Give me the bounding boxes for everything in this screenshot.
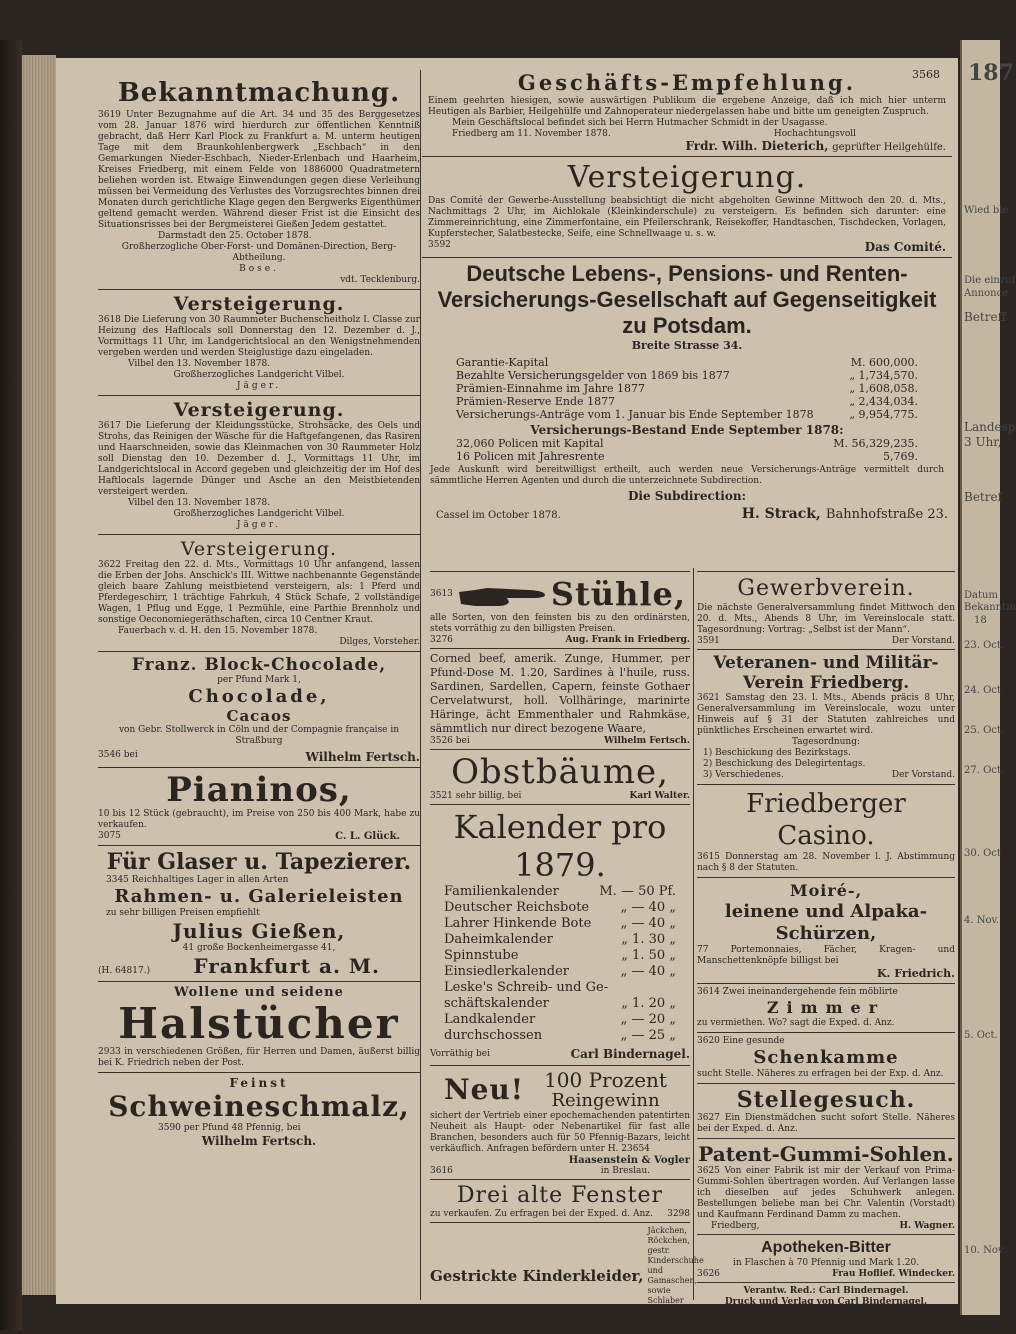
ad-glaser [98,849,420,978]
divider [430,1179,690,1180]
ad-versicherung [422,261,952,522]
kalender-name: schäftskalender [444,996,549,1011]
ad-line: 3614 Zwei ineinandergehende fein möblirte [697,987,898,997]
insurance-value: „ 9,954,775. [849,408,918,421]
divider [697,1032,955,1033]
table-row [444,964,676,980]
kalender-name: Leske's Schreib- und Ge- [444,980,609,995]
ad-signature: Frau Hoflief. Windecker. [832,1269,955,1279]
insurance-value: 5,769. [883,450,918,463]
ad-title: Versteigerung. [180,538,338,560]
table-row [456,395,918,408]
pointing-hand-icon [457,584,549,610]
divider [697,571,955,572]
right-page-text: Datum [964,590,998,601]
ad-title: Geschäfts-Empfehlung. [517,70,857,95]
ad-body: Die nächste Generalversammlung findet Mittwoch den 20. d. Mts., Abends 8 Uhr, im Vereinslocale statt. Tagesordnung: Vortrag: „Selbst ist der Mann“. [697,603,955,635]
ad-bekanntmachung [98,78,420,286]
kalender-price: „ — 40 „ [620,964,676,979]
ad-line: Friedberg, [711,1221,760,1231]
imprint-editor: Verantw. Red.: Carl Bindernagel. [743,1286,909,1296]
ad-title: Neu! [444,1073,525,1106]
right-page-text: 30. Oct [964,848,1001,859]
kalender-price: M. — 50 Pf. [599,884,676,899]
table-row [444,916,676,932]
right-facing-page [960,40,1016,1315]
ad-body: Einem geehrten hiesigen, sowie auswärtigen Publikum die ergebene Anzeige, daß ich mich hier unterm Heutigen als Barbier, Heilgehülfe und Zahnoperateur niedergelassen habe und bitte um geneigten Zuspruch. [428,96,946,117]
insurance-value: M. 600,000. [850,356,918,369]
ad-stuehle [430,575,690,645]
ad-greeting: Hochachtungsvoll [773,129,856,139]
ad-line: per Pfund Mark 1, [217,675,301,685]
divider [98,395,420,396]
subcolumn-b [697,568,955,1308]
insurance-value: M. 56,329,235. [833,437,918,450]
ad-title: Franz. Block-Chocolade, [131,655,387,675]
left-column [98,78,420,1148]
divider [98,651,420,652]
kalender-price: „ — 20 „ [620,1012,676,1027]
kalender-name: Landkalender [444,1012,536,1027]
ad-date: Vilbel den 13. November 1878. [128,498,271,508]
ad-halstuecher [98,985,420,1069]
ad-title: leinene und Alpaka-Schürzen, [724,901,928,944]
ad-title: Bekanntmachung. [117,78,401,108]
ad-number: 3546 bei [98,750,138,760]
ad-line: Wollene und seidene [174,985,344,1000]
ad-signature: Das Comité. [864,240,946,254]
table-row [456,408,918,421]
insurance-label: Bezahlte Versicherungsgelder von 1869 bis 1877 [456,369,730,382]
kalender-name: durchschossen [444,1028,543,1043]
ad-line: Vorräthig bei [430,1049,490,1059]
divider [430,648,690,649]
ad-line: zu sehr billigen Preisen empfiehlt [106,908,260,918]
ad-number: 3626 [697,1269,720,1279]
ad-body: 3619 Unter Bezugnahme auf die Art. 34 und 35 des Berggesetzes vom 28. Januar 1876 wird hierdurch zur öffentlichen Kenntniß gebracht, daß Herr Karl Plock zu Frankfurt a. M. unterm heutigen Tage mit dem Braunkohlenbergwerk „Eschbach“ in den Gemarkungen Nieder-Eschbach, Nieder-Erlenbach und Haarheim, Kreises Friedberg, mit einem Felde von 1886000 Quadratmetern beliehen worden ist. Etwaige Einwendungen gegen diese Verleihung müssen bei Vermeidung des Verlustes des Vorzugsrechtes binnen drei Monaten durch gerichtliche Klage gegen den Bergwerks Eigenthümer geltend gemacht werden. Während dieser Frist ist die Einsicht des Situationsrisses bei der Bergmeisterei Gießen Jedem gestattet. [98,110,420,230]
agenda-item: 2) Beschickung des Delegirtentags. [703,759,866,769]
table-row [456,382,918,395]
ad-signature: Bahnhofstraße 23. [825,507,948,522]
ad-body: 3618 Die Lieferung von 30 Raummeter Buchenscheitholz I. Classe zur Heizung des Haftlocals soll Donnerstag den 12. Dezember d. J., Vormittags 11 Uhr, im Landgerichtslocal an den Wenigstnehmenden vergeben werden und werden Steiglustige dazu eingeladen. [98,315,420,358]
ad-subtitle: Reingewinn [551,1090,660,1111]
ad-body: 3621 Samstag den 23. l. Mts., Abends präcis 8 Uhr, Generalversammlung im Vereinslocale, wozu unter Hinweis auf § 31 der Statuten zahlreiches und pünktliches Erscheinen erwartet wird. [697,693,955,736]
divider [697,983,955,984]
right-page-text: Betref [964,490,1003,504]
ad-signature: Dilges, Vorsteher. [339,637,420,647]
ad-veteranen [697,653,955,781]
ad-title: Stellegesuch. [736,1087,916,1113]
ad-versteigerung [98,538,420,648]
right-page-text: 4. Nov. [964,915,1000,926]
ad-body: zu verkaufen. Zu erfragen bei der Exped. d. Anz. [430,1209,653,1219]
right-page-text: 5. Oct. [964,1030,998,1041]
right-page-text: 23. Oct. [964,640,1005,651]
ad-title: Veteranen- und Militär-Verein Friedberg. [713,653,939,693]
divider [98,289,420,290]
ad-title: Frankfurt a. M. [193,954,380,978]
ad-line: 3345 Reichhaltiges Lager in allen Arten [106,875,289,885]
ad-authority: Großherzogliche Ober-Forst- und Domänen-Direction, Berg-Abtheilung. [121,242,397,263]
ad-number: 3526 bei [430,736,470,746]
kalender-name: Einsiedlerkalender [444,964,570,979]
ad-subtitle: 100 Prozent [544,1068,667,1092]
ad-line: sucht Stelle. Näheres zu erfragen bei der Exp. d. Anz. [697,1069,944,1079]
column-rule [693,568,694,1300]
kalender-name: Familienkalender [444,884,559,899]
insurance-value: „ 1,608,058. [849,382,918,395]
ad-number: 3075 [98,831,121,841]
divider [430,1222,690,1223]
right-page-text: 24. Oct [964,685,1001,696]
table-row [444,900,676,916]
right-page-text: 25. Oct. [964,725,1005,736]
ad-title: Zimmer [766,998,886,1017]
ad-geschaefts-empfehlung [422,70,952,153]
ad-signature: vdt. Tecklenburg. [340,275,420,285]
ad-signature: Wilhelm Fertsch. [604,736,690,746]
ad-date: Vilbel den 13. November 1878. [128,359,271,369]
ad-body: Mein Geschäftslocal befindet sich bei Herrn Hutmacher Schmidt in der Usagasse. [452,118,828,128]
insurance-value: „ 2,434,034. [849,395,918,408]
ad-signature: Der Vorstand. [891,636,955,646]
kalender-name: Spinnstube [444,948,519,963]
divider [422,257,952,258]
ad-line: zu vermiethen. Wo? sagt die Exped. d. Anz. [697,1018,895,1028]
ad-number: (H. 64817.) [98,966,151,976]
ad-drei-fenster [430,1183,690,1219]
right-page-text: 18 [974,615,987,626]
kalender-name: Daheimkalender [444,932,553,947]
kalender-price: „ — 40 „ [620,916,676,931]
table-row [444,1012,676,1028]
divider [430,571,690,572]
ad-body: sichert der Vertrieb einer epochemachenden patentirten Neuheit als Haupt- oder Nebenartikel für fast alle Branchen, besonders auch für 50 Pfennig-Bazars, leicht verkäuflich. Anfragen befördern unter H. 23654 [430,1111,690,1154]
ad-signature: geprüfter Heilgehülfe. [832,142,946,153]
divider [697,649,955,650]
table-row [444,948,676,964]
insurance-label: Prämien-Einnahme im Jahre 1877 [456,382,646,395]
ad-date: Cassel im October 1878. [436,510,561,521]
ad-stellegesuch [697,1087,955,1135]
ad-line: Feinst [229,1076,289,1090]
divider [98,767,420,768]
ad-title: Stühle, [550,575,686,613]
ad-signature: C. L. Glück. [335,831,400,842]
ad-versteigerung [98,293,420,392]
ad-body: 3615 Donnerstag am 28. November l. J. Abstimmung nach § 8 der Statuten. [697,852,955,873]
agenda-item: 3) Verschiedenes. [703,770,784,780]
divider [430,749,690,750]
table-row [444,980,676,996]
ad-signature: Haasenstein & Vogler [568,1155,690,1166]
ad-chocolade [98,655,420,764]
ad-signature: Jäger. [236,520,282,530]
ad-title: Schenkamme [753,1047,899,1068]
ad-number: 3592 [428,240,451,250]
ad-line: 3590 per Pfund 48 Pfennig, bei [158,1123,301,1133]
ad-title: Moiré-, [789,881,863,900]
divider [697,1234,955,1235]
ad-versteigerung-comite [422,160,952,254]
ad-gummi-sohlen [697,1142,955,1231]
ad-body: in Flaschen à 70 Pfennig und Mark 1.20. [732,1258,920,1268]
ad-title: Für Glaser u. Tapezierer. [106,849,412,875]
ad-title: Cacaos [226,707,292,725]
insurance-label: Prämien-Reserve Ende 1877 [456,395,616,408]
ad-signature: Wilhelm Fertsch. [305,750,420,764]
ad-pianinos [98,771,420,842]
ad-neu [430,1069,690,1176]
ad-title: Pianinos, [166,770,352,810]
subcolumn-a [430,568,704,1326]
table-row [444,996,676,1012]
table-row [444,1028,676,1044]
ad-subtitle: Versicherungs-Bestand Ende September 1878: [530,423,844,437]
kalender-price: „ 1. 30 „ [621,932,676,947]
ad-address: Breite Strasse 34. [631,339,743,352]
ad-body: 10 bis 12 Stück (gebraucht), im Preise von 250 bis 400 Mark, habe zu verkaufen. [98,809,420,830]
divider [98,845,420,846]
page-number: 3568 [912,68,940,81]
ad-date: Darmstadt den 25. October 1878. [158,231,312,241]
ad-body: 3617 Die Lieferung der Kleidungsstücke, Strohsäcke, des Oels und Strohs, das Reinigen der Wäsche für die Haftgefangenen, das Rasiren und Haarschneiden, sowie das Kleinmachen von 30 Raummeter Holz soll Dienstag den 10. Dezember d. J., Vormittags 11 Uhr, im Landgerichtslocal in Accord gegeben und gleichzeitig der im Hof des Haftlocals lagernde Dünger und Asche an den Meistbietenden versteigert werden. [98,421,420,497]
ad-line: von Gebr. Stollwerck in Cöln und der Compagnie française in Straßburg [118,725,400,746]
ad-signature: Frdr. Wilh. Dieterich, [685,139,829,153]
ad-body: alle Sorten, von den feinsten bis zu den ordinärsten, stets vorräthig zu den billigsten Preisen. [430,613,690,634]
table-row [456,356,918,369]
ad-schenkamme [697,1036,955,1080]
insurance-label: 32,060 Policen mit Kapital [456,437,604,450]
ad-schweineschmalz [98,1076,420,1148]
ad-title: Drei alte Fenster [456,1183,664,1208]
ad-line: 41 große Bockenheimergasse 41, [182,943,336,953]
ad-signature: H. Wagner. [899,1221,955,1231]
table-row [456,450,918,463]
ad-kalender [430,808,690,1062]
ad-body: Das Comité der Gewerbe-Ausstellung beabsichtigt die nicht abgeholten Gewinne Mittwoch den 20. d. Mts., Nachmittags 2 Uhr, im Aichlokale (Kleinkinderschule) zu versteigern. Es befinden sich darunter: eine Zimmereinrichtung, eine Zimmerfontaine, ein Pfeilerschrank, Reisekoffer, Handtaschen, Tischdecken, Vorlagen, Kupferstecher, Salatbestecke, Seife, eine Schnellwaage u. s. w. [428,196,946,239]
divider [422,156,952,157]
ad-gewerbverein [697,575,955,646]
insurance-label: Garantie-Kapital [456,356,549,369]
ad-date: Fauerbach v. d. H. den 15. November 1878. [118,626,318,636]
divider [430,804,690,805]
divider [430,1065,690,1066]
ad-versteigerung [98,399,420,531]
book-spine [0,40,22,1330]
divider [697,1282,955,1283]
ad-authority: Großherzogliches Landgericht Vilbel. [173,370,345,380]
ad-title: Rahmen- u. Galerieleisten [114,886,404,907]
ad-title: Kalender pro 1879. [453,808,667,884]
right-page-header: 187 [968,60,1014,86]
ad-title: Patent-Gummi-Sohlen. [698,1142,954,1166]
right-page-text: Wied ble [964,205,1009,216]
ad-signature: Aug. Frank in Friedberg. [565,635,690,645]
ad-title: Gewerbverein. [737,576,915,601]
ad-title: Obstbäume, [451,752,669,792]
right-page-text: Bekanntm [964,602,1016,613]
ad-signature: Der Vorstand. [891,770,955,780]
ad-title: Apotheken-Bitter [761,1239,891,1256]
ad-authority: Großherzogliches Landgericht Vilbel. [173,509,345,519]
ad-signature: Bose. [239,264,279,274]
right-page-text: 3 Uhr, [964,435,1002,449]
kalender-price: „ 1. 20 „ [621,996,676,1011]
insurance-value: „ 1,734,570. [849,369,918,382]
right-page-text: 27. Oct. [964,765,1005,776]
ad-zimmer [697,987,955,1029]
ad-title: Deutsche Lebens-, Pensions- und Renten-Versicherungs-Gesellschaft auf Gegenseitigkeit zu Potsdam. [437,261,937,338]
divider [697,1138,955,1139]
ad-body: Jede Auskunft wird bereitwilligst ertheilt, auch werden neue Versicherungs-Anträge vermittelt durch sämmtliche Herren Agenten und durch die unterzeichnete Subdirection. [430,465,944,486]
ad-number: 3616 [430,1166,453,1176]
table-row [456,437,918,450]
divider [697,1083,955,1084]
ad-agenda: Tagesordnung: [791,737,861,747]
ad-apotheken-bitter [697,1238,955,1279]
ad-body: 3625 Von einer Fabrik ist mir der Verkauf von Prima-Gummi-Sohlen übertragen worden. Auf Verlangen lasse ich dieselben auf jedes Schuhwerk anlegen. Bestellungen beliebe man bei Chr. Valentin (Vorstadt) und Kaufmann Ferdinand Damm zu machen. [697,1166,955,1220]
table-row [456,369,918,382]
ad-body: Corned beef, amerik. Zunge, Hummer, per Pfund-Dose M. 1.20, Sardines à l'huile, russ. Sardinen, Sardellen, Capern, feinste Gothaer Cervelatwurst, holl. Vollhäringe, marinirte Häringe, ächt Emmenthaler und Rahmkäse, sämmtlich nur direct bezogene Waare, [430,652,690,735]
kalender-price: „ — 40 „ [620,900,676,915]
ad-title: Chocolade, [188,686,330,707]
ad-signature: Karl Walter. [629,791,690,801]
kalender-price: „ 1. 50 „ [621,948,676,963]
divider [98,981,420,982]
ad-signature: K. Friedrich. [877,967,955,980]
imprint [697,1286,955,1308]
right-page-text: Betreff [964,310,1007,324]
kalender-price: „ — 25 „ [620,1028,676,1043]
divider [98,534,420,535]
ad-date: Friedberg am 11. November 1878. [452,129,611,139]
ad-title: Versteigerung. [173,293,345,315]
ad-title: Schweineschmalz, [108,1090,410,1123]
right-page-text: Landesp [964,420,1016,434]
ad-signature: Jäger. [236,381,282,391]
ad-schuerzen [697,881,955,980]
ad-line: 3620 Eine gesunde [697,1036,785,1046]
ad-number: 3276 [430,635,453,645]
insurance-label: 16 Policen mit Jahresrente [456,450,605,463]
divider [98,1072,420,1073]
ad-number: 3521 sehr billig, bei [430,791,522,801]
ad-title: Julius Gießen, [172,919,346,943]
divider [697,784,955,785]
column-rule [420,70,421,1300]
ad-subtitle: Die Subdirection: [627,489,747,503]
right-page-text: Die einzuf [964,275,1016,286]
ad-obstbaeume [430,753,690,801]
kalender-name: Deutscher Reichsbote [444,900,590,915]
ad-title: Halstücher [118,999,400,1048]
ad-signature: Wilhelm Fertsch. [201,1134,317,1148]
agenda-item: 1) Beschickung des Bezirkstags. [703,748,851,758]
ad-corned-beef [430,652,690,746]
insurance-label: Versicherungs-Anträge vom 1. Januar bis Ende September 1878 [456,408,814,421]
ad-body: Jäckchen, Röckchen, gestr. Kinderschuhe und Gamaschen, sowie Schlaber billigst bei K. Friedrich. [647,1226,704,1325]
right-page-text: 10. Nov. [964,1245,1006,1256]
ad-casino [697,788,955,874]
ad-title: Versteigerung. [173,399,345,421]
ad-number: 3591 [697,636,720,646]
ad-body: 2933 in verschiedenen Größen, für Herren und Damen, äußerst billig bei K. Friedrich neben der Post. [98,1047,420,1068]
table-row [444,932,676,948]
imprint-publisher: Druck und Verlag von Carl Bindernagel. [724,1297,928,1307]
divider [697,877,955,878]
ad-gestrickte [430,1226,704,1326]
ad-signature: H. Strack, [741,506,821,522]
ad-number: 3613 [430,589,453,599]
page-edges [22,55,56,1295]
ad-body: 3622 Freitag den 22. d. Mts., Vormittags 10 Uhr anfangend, lassen die Erben der Johs. Anschick's III. Wittwe nachbenannte Gegenstände gleich baare Zahlung meistbietend versteigern, als: 1 Pferd und Pferdegeschirr, 1 trächtige Fahrkuh, 4 Stück Schafe, 2 vollständige Wagen, 1 Pflug und Egge, 1 Pezmühle, eine Parthie Brennholz und sonstige Oeconomiegeräthschaften, circa 10 Centner Kraut. [98,560,420,625]
kalender-name: Lahrer Hinkende Bote [444,916,592,931]
ad-body: 3627 Ein Dienstmädchen sucht sofort Stelle. Näheres bei der Exped. d. Anz. [697,1113,955,1134]
ad-line: in Breslau. [600,1166,650,1176]
ad-title: Gestrickte Kinderkleider, [430,1267,644,1285]
ad-title: Versteigerung. [567,160,807,195]
ad-body: 77 Portemonnaies, Fächer, Kragen- und Manschettenknöpfe billigst bei [697,945,955,966]
right-column [422,70,952,522]
ad-signature: Carl Bindernagel. [570,1047,690,1061]
ad-title: Friedberger Casino. [746,789,906,851]
ad-number: 3298 [667,1209,690,1219]
right-page-text: Annonce [964,288,1009,299]
